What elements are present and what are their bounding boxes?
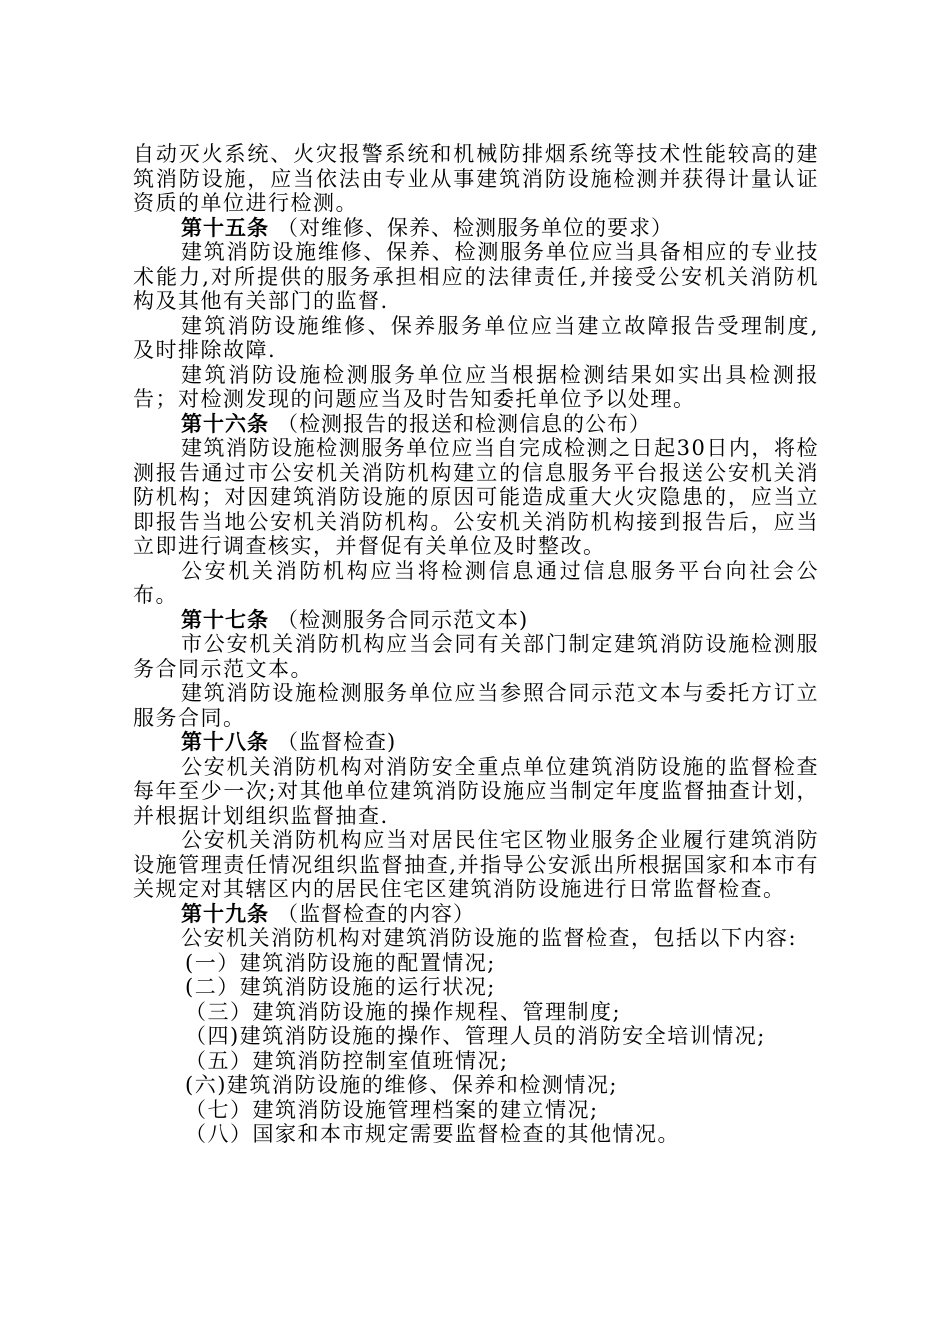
paragraph: 公安机关消防机构应当对居民住宅区物业服务企业履行建筑消防设施管理责任情况组织监督抽查,并指导公安派出所根据国家和本市有关规定对其辖区内的居民住宅区建筑消防设施进行日常监督检查。 <box>133 828 819 901</box>
list-item: (二）建筑消防设施的运行状况; <box>185 975 496 999</box>
list-item: （五）建筑消防控制室值班情况; <box>185 1048 509 1073</box>
article-title: （监督检查的内容） <box>277 901 475 926</box>
article-heading-16 <box>133 412 819 437</box>
article-title: （检测服务合同示范文本) <box>277 607 529 632</box>
paragraph: 建筑消防设施检测服务单位应当根据检测结果如实出具检测报告；对检测发现的问题应当及时告知委托单位予以处理。 <box>133 362 819 411</box>
article-heading-18 <box>133 730 819 755</box>
article-title: （监督检查) <box>277 730 397 754</box>
list-item: （四)建筑消防设施的操作、管理人员的消防安全培训情况; <box>185 1024 766 1048</box>
list-item: (六)建筑消防设施的维修、保养和检测情况; <box>185 1073 618 1097</box>
list-item: （七）建筑消防设施管理档案的建立情况; <box>185 1097 599 1122</box>
article-number: 第十五条 <box>181 215 269 240</box>
list-item: (一）建筑消防设施的配置情况; <box>185 950 496 975</box>
document-page <box>133 142 819 1147</box>
paragraph: 建筑消防设施检测服务单位应当自完成检测之日起30日内，将检测报告通过市公安机关消防机构建立的信息服务平台报送公安机关消防机构；对因建筑消防设施的原因可能造成重大火灾隐患的，应当立即报告当地公安机关消防机构。公安机关消防机构接到报告后，应当立即进行调查核实，并督促有关单位及时整改。 <box>133 436 819 558</box>
paragraph: 自动灭火系统、火灾报警系统和机械防排烟系统等技术性能较高的建筑消防设施，应当依法由专业从事建筑消防设施检测并获得计量认证资质的单位进行检测。 <box>133 142 819 215</box>
article-number: 第十六条 <box>181 411 269 436</box>
article-heading-19 <box>133 902 819 927</box>
article-number: 第十七条 <box>181 607 269 632</box>
paragraph: 建筑消防设施检测服务单位应当参照合同示范文本与委托方订立服务合同。 <box>133 681 819 730</box>
paragraph: 建筑消防设施维修、保养服务单位应当建立故障报告受理制度,及时排除故障. <box>133 313 819 362</box>
paragraph: 公安机关消防机构对消防安全重点单位建筑消防设施的监督检查每年至少一次;对其他单位建筑消防设施应当制定年度监督抽查计划，并根据计划组织监督抽查. <box>133 754 819 828</box>
article-number: 第十九条 <box>181 901 269 926</box>
article-heading-17 <box>133 608 819 633</box>
article-title: （检测报告的报送和检测信息的公布） <box>277 411 651 436</box>
article-heading-15 <box>133 216 819 241</box>
paragraph: 公安机关消防机构应当将检测信息通过信息服务平台向社会公布。 <box>133 558 819 607</box>
list-item: （八）国家和本市规定需要监督检查的其他情况。 <box>185 1122 680 1146</box>
article-title: （对维修、保养、检测服务单位的要求） <box>277 215 673 240</box>
list-item: （三）建筑消防设施的操作规程、管理制度; <box>185 999 622 1024</box>
article-number: 第十八条 <box>181 730 269 754</box>
paragraph: 建筑消防设施维修、保养、检测服务单位应当具备相应的专业技术能力,对所提供的服务承担相应的法律责任,并接受公安机关消防机构及其他有关部门的监督. <box>133 240 819 313</box>
paragraph: 公安机关消防机构对建筑消防设施的监督检查，包括以下内容: <box>181 926 798 950</box>
paragraph: 市公安机关消防机构应当会同有关部门制定建筑消防设施检测服务合同示范文本。 <box>133 632 819 681</box>
